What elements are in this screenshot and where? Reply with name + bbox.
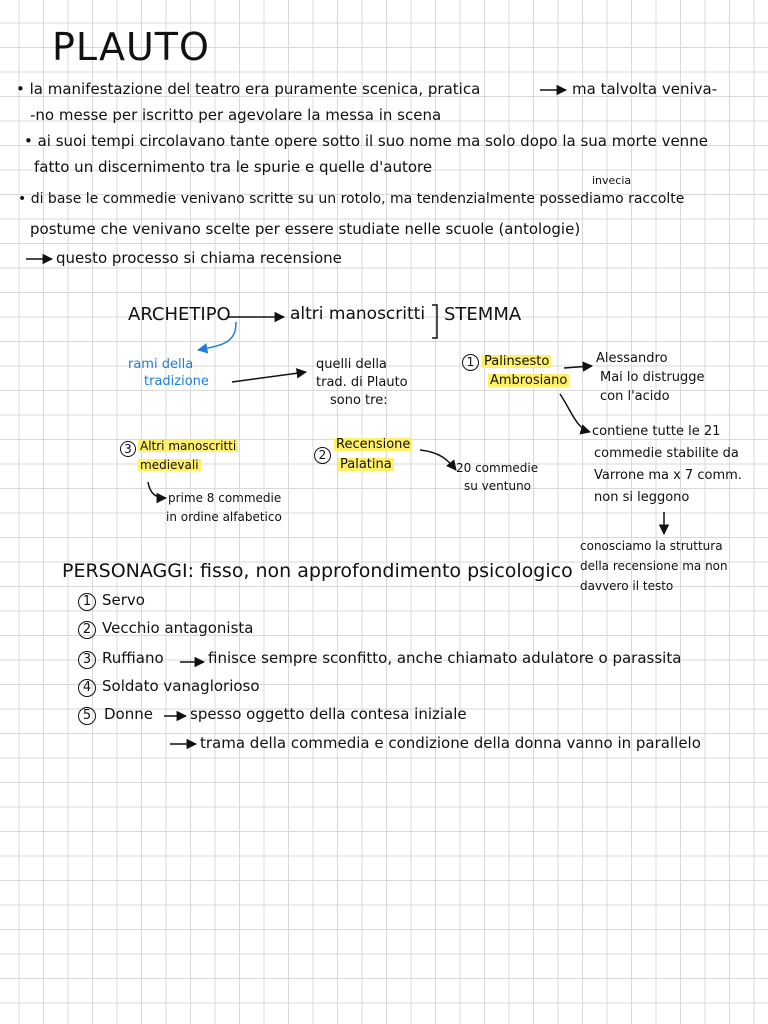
alessandro-note: Alessandro <box>596 351 668 366</box>
bracket-icon <box>432 305 437 338</box>
alessandro-note: con l'acido <box>600 389 670 404</box>
note-line: questo processo si chiama recensione <box>56 249 342 267</box>
archetipo-label: ARCHETIPO <box>128 304 231 325</box>
personaggio-item: Donne <box>104 705 153 723</box>
quelli-label: trad. di Plauto <box>316 375 408 390</box>
arrow-icon <box>560 394 590 432</box>
number-2: 2 <box>314 447 331 464</box>
palinsesto-label: Ambrosiano <box>490 373 568 388</box>
alessandro-note: Mai lo distrugge <box>600 370 705 385</box>
note-line: • la manifestazione del teatro era puramente scenica, pratica <box>16 80 481 98</box>
quelli-label: sono tre: <box>330 393 388 408</box>
personaggio-item: Vecchio antagonista <box>102 619 254 637</box>
arrow-icon <box>420 450 456 470</box>
number-2: 2 <box>78 621 96 639</box>
number-5: 5 <box>78 707 96 725</box>
number-3: 3 <box>78 651 96 669</box>
note-line: • ai suoi tempi circolavano tante opere sotto il suo nome ma solo dopo la sua morte venne <box>24 132 708 150</box>
personaggio-item: Soldato vanaglorioso <box>102 677 260 695</box>
recensione-label: Palatina <box>340 457 392 472</box>
note-line: -no messe per iscritto per agevolare la messa in scena <box>30 106 442 124</box>
personaggi-heading: PERSONAGGI: fisso, non approfondimento psicologico <box>62 560 573 582</box>
note-line: fatto un discernimento tra le spurie e quelle d'autore <box>34 158 433 176</box>
note-line: postume che venivano scelte per essere studiate nelle scuole (antologie) <box>30 220 581 238</box>
medievali-label: Altri manoscritti <box>140 439 237 453</box>
personaggio-item: Servo <box>102 591 145 609</box>
venti-note: 20 commedie <box>456 461 539 475</box>
arrow-icon <box>232 372 306 382</box>
altri-manoscritti-label: altri manoscritti <box>290 304 426 324</box>
note-line: • di base le commedie venivano scritte su un rotolo, ma tendenzialmente possediamo raccolte <box>18 191 685 207</box>
number-1: 1 <box>462 354 479 371</box>
rami-label: rami della <box>128 357 194 372</box>
prime-note: prime 8 commedie <box>168 491 282 505</box>
note-insert: invecia <box>592 174 632 187</box>
quelli-label: quelli della <box>316 357 387 372</box>
conosciamo-note: davvero il testo <box>580 579 674 593</box>
personaggio-note: finisce sempre sconfitto, anche chiamato adulatore o parassita <box>208 649 682 667</box>
arrow-icon <box>148 482 166 498</box>
personaggio-item: Ruffiano <box>102 649 164 667</box>
contiene-note: contiene tutte le 21 <box>592 424 721 439</box>
contiene-note: non si leggono <box>594 490 690 505</box>
conosciamo-note: della recensione ma non <box>580 559 728 573</box>
number-3: 3 <box>120 441 136 457</box>
recensione-label: Recensione <box>336 437 411 452</box>
number-1: 1 <box>78 593 96 611</box>
personaggio-conclusion: trama della commedia e condizione della donna vanno in parallelo <box>200 734 701 752</box>
venti-note: su ventuno <box>464 479 532 493</box>
number-4: 4 <box>78 679 96 697</box>
stemma-label: STEMMA <box>444 304 522 325</box>
medievali-label: medievali <box>140 458 199 472</box>
conosciamo-note: conosciamo la struttura <box>580 539 723 553</box>
note-line: ma talvolta veniva- <box>572 80 718 98</box>
rami-label: tradizione <box>144 374 209 389</box>
prime-note: in ordine alfabetico <box>166 510 282 524</box>
personaggio-note: spesso oggetto della contesa iniziale <box>190 705 467 723</box>
palinsesto-label: Palinsesto <box>484 354 550 369</box>
contiene-note: Varrone ma x 7 comm. <box>594 468 742 483</box>
arrow-icon <box>564 366 592 368</box>
arrow-icon <box>198 322 236 350</box>
page-title: PLAUTO <box>52 25 210 69</box>
contiene-note: commedie stabilite da <box>594 446 739 461</box>
